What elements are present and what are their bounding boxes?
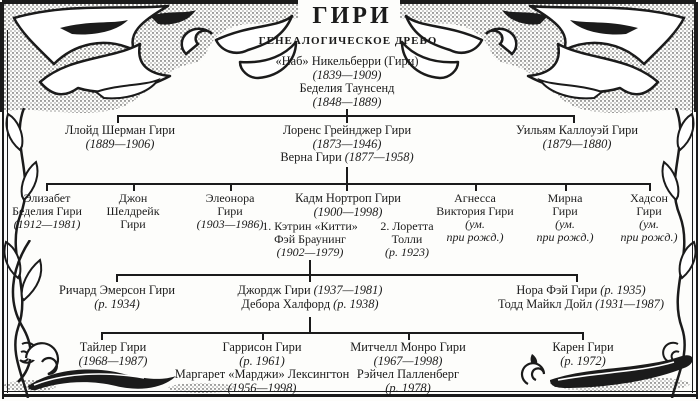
connector-tick	[309, 274, 311, 282]
person-name: Карен Гири	[552, 340, 614, 354]
person-dates: (р. 1972)	[560, 353, 606, 368]
person-name: 1. Кэтрин «Китти»	[262, 219, 358, 233]
connector-tick	[101, 332, 103, 340]
person-name: Кадм Нортроп Гири	[295, 191, 401, 205]
connector-tick	[408, 332, 410, 340]
connector-tick	[565, 183, 567, 191]
node-wife2-loretta-tolly	[380, 220, 433, 259]
ornament-top-right	[395, 0, 700, 118]
person-dates: (р. 1934)	[94, 296, 140, 311]
person-name: Уильям Каллоуэй Гири	[516, 123, 638, 137]
spouse-dates: (1848—1889)	[312, 94, 382, 109]
connector-tick	[576, 274, 578, 282]
border-frame-right-outer	[696, 24, 698, 399]
connector-tick	[116, 274, 118, 282]
person-dates: (р. 1923)	[384, 245, 429, 259]
person-name: Ричард Эмерсон Гири	[59, 283, 175, 297]
border-frame-left-outer	[2, 24, 4, 399]
person-name: Элизабет	[23, 191, 71, 205]
connector-tick	[582, 332, 584, 340]
node-tyler	[79, 341, 148, 368]
person-name: Гири	[552, 204, 578, 218]
connector-gen3-rail	[46, 183, 651, 185]
border-frame-left-inner	[7, 30, 8, 393]
connector-tick	[133, 183, 135, 191]
person-dates: (ум.	[555, 217, 575, 231]
node-john-sheldrake	[106, 192, 159, 231]
person-name: 2. Лоретта	[380, 219, 434, 233]
spouse-name: Беделия Таунсенд	[299, 81, 395, 95]
node-lawrence-grainger	[280, 124, 413, 165]
node-nab-nickelberry	[275, 55, 418, 109]
person-name: «Наб» Никельберри (Гири)	[275, 54, 419, 68]
person-dates: при рожд.)	[620, 230, 678, 244]
person-dates: (1937—1981)	[313, 283, 383, 297]
spouse-dates: (1956—1998)	[227, 380, 297, 395]
person-name: Джон	[118, 191, 148, 205]
node-nora-fay	[498, 284, 664, 311]
page-subtitle: ГЕНЕАЛОГИЧЕСКОЕ ДРЕВО	[258, 35, 438, 47]
connector-cadm-stem	[309, 260, 311, 275]
connector-tick	[46, 183, 48, 191]
node-eleanor	[197, 192, 264, 231]
person-name: Тайлер Гири	[79, 340, 147, 354]
node-agnessa-victoria	[436, 192, 513, 244]
person-name: Нора Фэй Гири	[516, 283, 598, 297]
spouse-dates: (р. 1978)	[385, 380, 431, 395]
spouse-line	[238, 298, 383, 312]
node-william-calloway	[516, 124, 638, 151]
person-name: Шелдрейк	[106, 204, 160, 218]
person-dates: (ум.	[465, 217, 485, 231]
connector-gen4-rail	[116, 274, 578, 276]
person-name: Ллойд Шерман Гири	[65, 123, 175, 137]
spouse-dates: (1931—1987)	[595, 296, 664, 311]
person-name: Мирна	[547, 191, 583, 205]
node-harrison	[175, 341, 350, 395]
spouse-name: Тодд Майкл Дойл	[498, 296, 593, 311]
person-dates: (1873—1946)	[312, 136, 382, 151]
person-dates: (ум.	[639, 217, 659, 231]
person-name: Лоренс Грейнджер Гири	[282, 123, 412, 137]
person-dates: (1839—1909)	[312, 67, 382, 82]
person-name: Фэй Браунинг	[274, 232, 346, 246]
person-name: Гаррисон Гири	[222, 340, 302, 354]
node-richard-emerson	[59, 284, 175, 311]
person-name: Гири	[217, 204, 243, 218]
person-dates: (1968—1987)	[78, 353, 148, 368]
person-name: Гири	[636, 204, 662, 218]
connector-tick	[475, 183, 477, 191]
spouse-line	[498, 298, 664, 312]
page-title: ГИРИ	[312, 3, 392, 29]
person-name: Агнесса	[454, 191, 496, 205]
person-dates: (р. 1961)	[239, 353, 285, 368]
node-elizabeth-bedelia	[12, 192, 82, 231]
person-name: Виктория Гири	[436, 204, 514, 218]
node-mirna	[537, 192, 594, 244]
person-dates: (1912—1981)	[13, 217, 81, 231]
node-mitchell-monroe	[350, 341, 465, 395]
person-name: Элеонора	[205, 191, 255, 205]
node-karen	[552, 341, 613, 368]
node-wife1-katherine-kitty	[262, 220, 358, 259]
spouse-name: Рэйчел Палленберг	[356, 367, 460, 381]
spouse-name: Маргарет «Марджи» Лексингтон	[174, 367, 350, 381]
person-name: Хадсон	[630, 191, 668, 205]
person-name: Митчелл Монро Гири	[350, 340, 466, 354]
connector-tick	[649, 183, 651, 191]
person-dates: (р. 1935)	[600, 283, 646, 297]
connector-tick	[262, 332, 264, 340]
spouse-name: Дебора Халфорд	[241, 296, 331, 311]
spouse-line	[280, 151, 413, 165]
person-dates: (1879—1880)	[542, 136, 612, 151]
connector-tick	[346, 115, 348, 123]
person-name: Гири	[120, 217, 146, 231]
person-dates: (1902—1979)	[276, 245, 344, 259]
person-dates: (1900—1998)	[313, 204, 383, 219]
person-line	[498, 284, 664, 298]
person-name: Джордж Гири	[237, 283, 311, 297]
person-name: Толли	[391, 232, 423, 246]
ornament-top-left	[0, 0, 300, 118]
person-dates: (1967—1998)	[373, 353, 443, 368]
connector-tick	[346, 183, 348, 191]
spouse-dates: (1877—1958)	[344, 150, 414, 164]
person-dates: (1889—1906)	[85, 136, 155, 151]
connector-tick	[230, 183, 232, 191]
spouse-dates: (р. 1938)	[333, 296, 379, 311]
person-dates: при рожд.)	[536, 230, 594, 244]
border-frame-right-inner	[692, 30, 693, 393]
connector-tick	[573, 115, 575, 123]
spouse-name: Верна Гири	[280, 150, 342, 164]
connector-gen5-rail	[101, 332, 583, 334]
connector-george-stem	[309, 317, 311, 333]
connector-tick	[117, 115, 119, 123]
node-hudson	[621, 192, 678, 244]
node-cadm-northrop	[295, 192, 401, 219]
person-dates: при рожд.)	[446, 230, 504, 244]
node-lloyd-sherman	[65, 124, 175, 151]
connector-lawrence-stem	[346, 167, 348, 184]
person-line	[238, 284, 383, 298]
person-name: Беделия Гири	[12, 204, 82, 218]
node-george	[238, 284, 383, 311]
person-dates: (1903—1986)	[196, 217, 264, 231]
